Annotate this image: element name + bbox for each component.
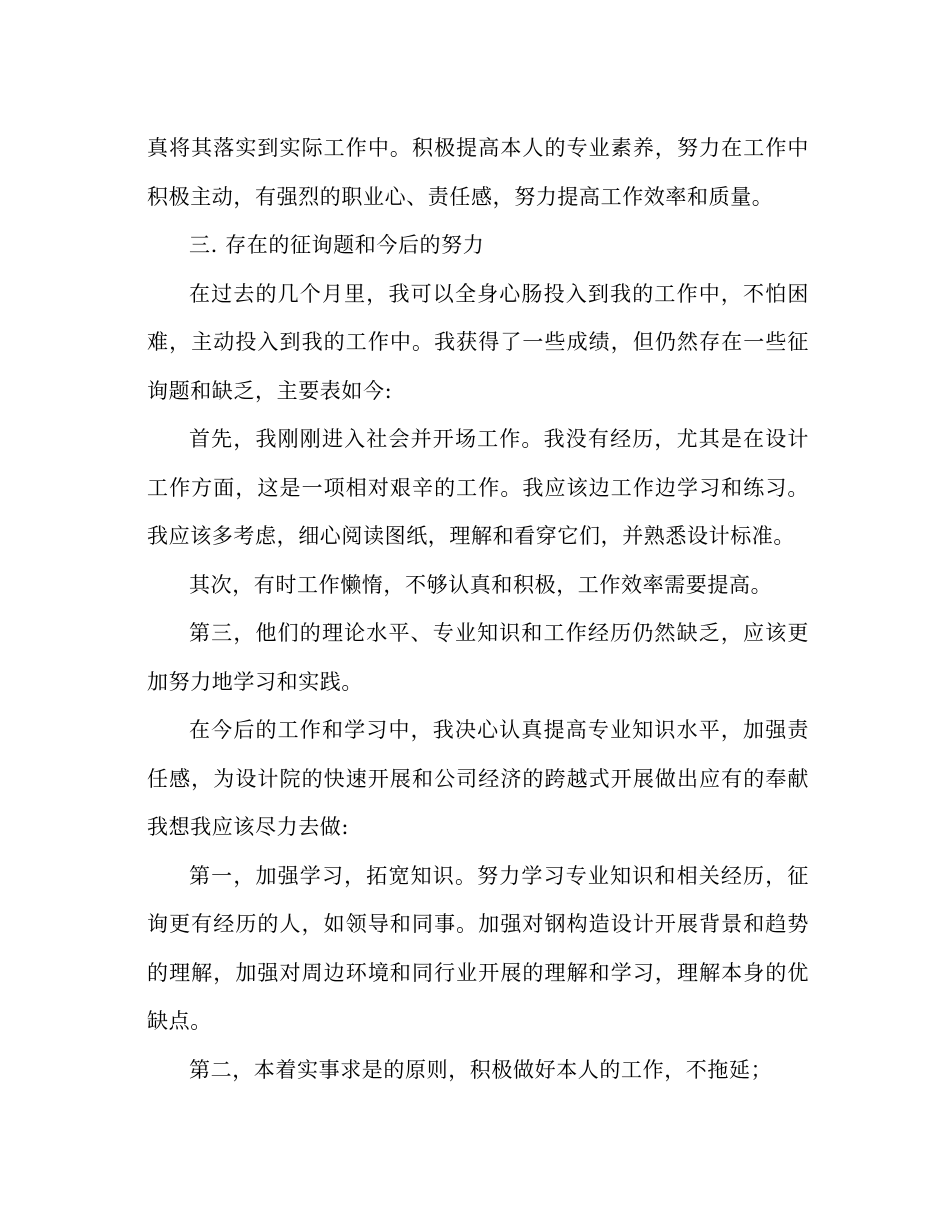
- paragraph: 在今后的工作和学习中，我决心认真提高专业知识水平，加强责任感，为设计院的快速开展和公司经济的跨越式开展做出应有的奉献我想我应该尽力去做:: [147, 718, 809, 839]
- paragraph: 其次，有时工作懒惰，不够认真和积极，工作效率需要提高。: [189, 572, 773, 597]
- paragraph-continuation: 真将其落实到实际工作中。积极提高本人的专业素养，努力在工作中积极主动，有强烈的职业心、责任感，努力提高工作效率和质量。: [147, 136, 809, 209]
- paragraph: 第一，加强学习，拓宽知识。努力学习专业知识和相关经历，征询更有经历的人，如领导和同事。加强对钢构造设计开展背景和趋势的理解，加强对周边环境和同行业开展的理解和学习，理解本身的优缺点。: [147, 863, 809, 1033]
- paragraph: 第二，本着实事求是的原则，积极做好本人的工作，不拖延；: [189, 1057, 773, 1082]
- section-heading: 三. 存在的征询题和今后的努力: [189, 233, 485, 257]
- paragraph: 在过去的几个月里，我可以全身心肠投入到我的工作中，不怕困难，主动投入到我的工作中。我获得了一些成绩，但仍然存在一些征询题和缺乏，主要表如今:: [147, 281, 809, 403]
- paragraph: 第三，他们的理论水平、专业知识和工作经历仍然缺乏，应该更加努力地学习和实践。: [147, 621, 809, 694]
- document-body: [147, 124, 809, 1094]
- paragraph: 首先，我刚刚进入社会并开场工作。我没有经历，尤其是在设计工作方面，这是一项相对艰辛的工作。我应该边工作边学习和练习。我应该多考虑，细心阅读图纸，理解和看穿它们，并熟悉设计标准。: [147, 427, 809, 548]
